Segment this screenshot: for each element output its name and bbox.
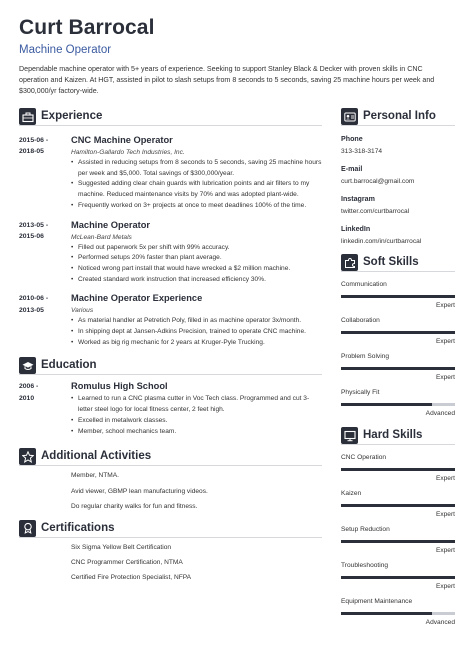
- skill-name: Communication: [341, 281, 387, 288]
- skill-item: [341, 453, 455, 483]
- certification-item: CNC Programmer Certification, NTMA: [71, 559, 183, 567]
- skill-item: [341, 352, 455, 382]
- skill-bar-fill: [341, 367, 455, 370]
- skill-level: Expert: [435, 547, 455, 554]
- candidate-job-title: Machine Operator: [19, 44, 112, 56]
- skill-level: Expert: [435, 475, 455, 482]
- phone-value: 313-318-3174: [341, 148, 383, 155]
- skill-bar-fill: [341, 576, 455, 579]
- skill-name: Setup Reduction: [341, 526, 390, 533]
- skill-level: Advanced: [425, 619, 455, 626]
- entry-dates: [19, 135, 71, 212]
- right-column: [341, 108, 455, 627]
- id-card-icon: [341, 108, 358, 125]
- personal-info-title: Personal Info: [363, 110, 436, 122]
- skill-level: Expert: [435, 511, 455, 518]
- skill-bar-fill: [341, 403, 432, 406]
- skill-bar-fill: [341, 504, 455, 507]
- bullet-item: • Learned to run a CNC plasma cutter in Voc Tech class. Programmed and cut 3-letter steel logo for local fitness center, 2 feet high.: [71, 394, 322, 415]
- bullet-item: • Filled out paperwork 5x per shift with 99% accuracy.: [71, 243, 322, 254]
- bullet-item: • Excelled in metalwork classes.: [71, 416, 322, 427]
- entry-dates: [19, 293, 71, 348]
- certificate-icon: [19, 520, 36, 537]
- skill-bar-fill: [341, 468, 455, 471]
- skill-name: Kaizen: [341, 490, 362, 497]
- skill-bar: [341, 367, 455, 370]
- skill-bar: [341, 576, 455, 579]
- date-start: 2013-05 -: [19, 221, 49, 229]
- instagram-value[interactable]: twitter.com/curtbarrocal: [341, 208, 410, 215]
- experience-entry: [19, 135, 322, 212]
- bullet-item: • Frequently worked on 3+ projects at once to meet deadlines 100% of the time.: [71, 201, 322, 212]
- star-icon: [19, 448, 36, 465]
- bullet-item: • Member, school mechanics team.: [71, 427, 322, 438]
- hard-skills-section: [341, 427, 455, 627]
- skill-level: Expert: [435, 302, 455, 309]
- email-value[interactable]: curt.barrocal@gmail.com: [341, 178, 415, 185]
- company-name: McLean-Bard Metals: [71, 233, 132, 241]
- personal-info-header: [341, 108, 455, 126]
- date-start: 2006 -: [19, 383, 39, 391]
- education-section: [19, 357, 322, 437]
- date-end: 2013-05: [19, 306, 44, 314]
- date-start: 2015-06 -: [19, 137, 49, 144]
- skill-bar-fill: [341, 331, 455, 334]
- skill-level: Expert: [435, 583, 455, 590]
- education-entry: [19, 381, 322, 437]
- bullet-item: • Noticed wrong part install that would have wrecked a $2 million machine.: [71, 264, 322, 275]
- certifications-title: Certifications: [41, 521, 115, 534]
- skill-level: Expert: [435, 338, 455, 345]
- skill-level: Expert: [435, 374, 455, 381]
- bullet-item: • Performed setups 20% faster than plant average.: [71, 253, 322, 264]
- activity-item: Do regular charity walks for fun and fitness.: [71, 502, 198, 510]
- company-name: Various: [71, 307, 94, 315]
- instagram-label: Instagram: [341, 195, 375, 203]
- experience-entry: [19, 293, 322, 348]
- job-title: Machine Operator Experience: [71, 293, 203, 304]
- certifications-section: [19, 520, 322, 584]
- skill-bar-fill: [341, 295, 455, 298]
- skill-name: Troubleshooting: [341, 562, 389, 569]
- skill-item: [341, 525, 455, 555]
- skill-item: [341, 280, 455, 310]
- skill-bar: [341, 331, 455, 334]
- skill-name: CNC Operation: [341, 454, 387, 461]
- experience-entry: [19, 220, 322, 286]
- bullet-item: • Created standard work instruction that increased efficiency 30%.: [71, 275, 322, 286]
- activities-section: [19, 448, 322, 512]
- company-name: Hamilton-Gallardo Tech Industries, Inc.: [71, 149, 185, 156]
- activities-header: [19, 448, 322, 466]
- certifications-header: [19, 520, 322, 538]
- skill-item: [341, 316, 455, 346]
- school-name: Romulus High School: [71, 381, 168, 392]
- skill-bar-fill: [341, 612, 432, 615]
- skill-bar: [341, 468, 455, 471]
- date-end: 2010: [19, 394, 35, 402]
- personal-info-section: [341, 108, 455, 246]
- bullet-item: • Assisted in reducing setups from 8 seconds to 5 seconds, saving 25 machine hours per week and $5,000. Total savings of $300,000/year.: [71, 158, 322, 179]
- puzzle-icon: [341, 254, 358, 271]
- skill-bar: [341, 295, 455, 298]
- certification-item: Certified Fire Protection Specialist, NFPA: [71, 574, 192, 582]
- briefcase-icon: [19, 108, 36, 125]
- skill-level: Advanced: [425, 410, 455, 417]
- experience-section: [19, 108, 322, 348]
- bullet-item: • As material handler at Petretich Poly, filled in as machine operator 3x/month.: [71, 316, 322, 327]
- monitor-icon: [341, 427, 358, 444]
- education-title: Education: [41, 359, 97, 372]
- skill-bar: [341, 612, 455, 615]
- graduation-cap-icon: [19, 357, 36, 374]
- education-header: [19, 357, 322, 375]
- soft-skills-section: [341, 254, 455, 418]
- phone-label: Phone: [341, 135, 363, 143]
- soft-skills-title: Soft Skills: [363, 256, 419, 268]
- resume-header: [19, 16, 459, 56]
- hard-skills-header: [341, 427, 455, 445]
- experience-title: Experience: [41, 110, 103, 122]
- activity-item: Member, NTMA.: [71, 472, 119, 480]
- linkedin-label: LinkedIn: [341, 225, 371, 233]
- hard-skills-title: Hard Skills: [363, 429, 423, 441]
- skill-name: Collaboration: [341, 317, 380, 324]
- candidate-name: Curt Barrocal: [19, 16, 155, 39]
- skill-bar: [341, 403, 455, 406]
- entry-dates: [19, 381, 71, 437]
- certification-item: Six Sigma Yellow Belt Certification: [71, 544, 172, 551]
- soft-skills-header: [341, 254, 455, 272]
- linkedin-value[interactable]: linkedin.com/in/curtbarrocal: [341, 238, 422, 245]
- job-title: CNC Machine Operator: [71, 135, 173, 145]
- skill-bar: [341, 504, 455, 507]
- summary-paragraph: Dependable machine operator with 5+ years of experience. Seeking to support Stanley Black & Decker with proven skills in CNC operation and Kaizen. At HGT, assisted in pilot to slash setups from 8 seconds to 5 seconds, saving 25 machine hours per week and $300,000/yr factory-wide.: [19, 65, 435, 96]
- activities-title: Additional Activities: [41, 450, 152, 463]
- date-end: 2018-05: [19, 148, 44, 156]
- skill-bar: [341, 540, 455, 543]
- experience-header: [19, 108, 322, 126]
- skill-item: [341, 489, 455, 519]
- bullet-item: • Suggested adding clear chain guards with lubrication points and air filters to my machine. Reduced maintenance visits by 70% and was adopted plant-wide.: [71, 179, 322, 200]
- skill-bar-fill: [341, 540, 455, 543]
- entry-dates: [19, 220, 71, 286]
- bullet-item: • Worked as big rig mechanic for 2 years at Kruger-Pyle Trucking.: [71, 338, 322, 349]
- bullet-item: • In shipping dept at Jansen-Adkins Precision, trained to operate CNC machine.: [71, 327, 322, 338]
- skill-name: Problem Solving: [341, 353, 390, 360]
- email-label: E-mail: [341, 165, 363, 173]
- date-start: 2010-06 -: [19, 295, 49, 303]
- skill-item: [341, 561, 455, 591]
- skill-name: Physically Fit: [341, 389, 380, 396]
- date-end: 2015-06: [19, 232, 44, 240]
- job-title: Machine Operator: [71, 219, 151, 230]
- skill-name: Equipment Maintenance: [341, 598, 413, 605]
- activity-item: Avid viewer, GBMP lean manufacturing videos.: [71, 487, 208, 495]
- left-column: [19, 108, 322, 583]
- skill-item: [341, 597, 455, 627]
- skill-item: [341, 388, 455, 418]
